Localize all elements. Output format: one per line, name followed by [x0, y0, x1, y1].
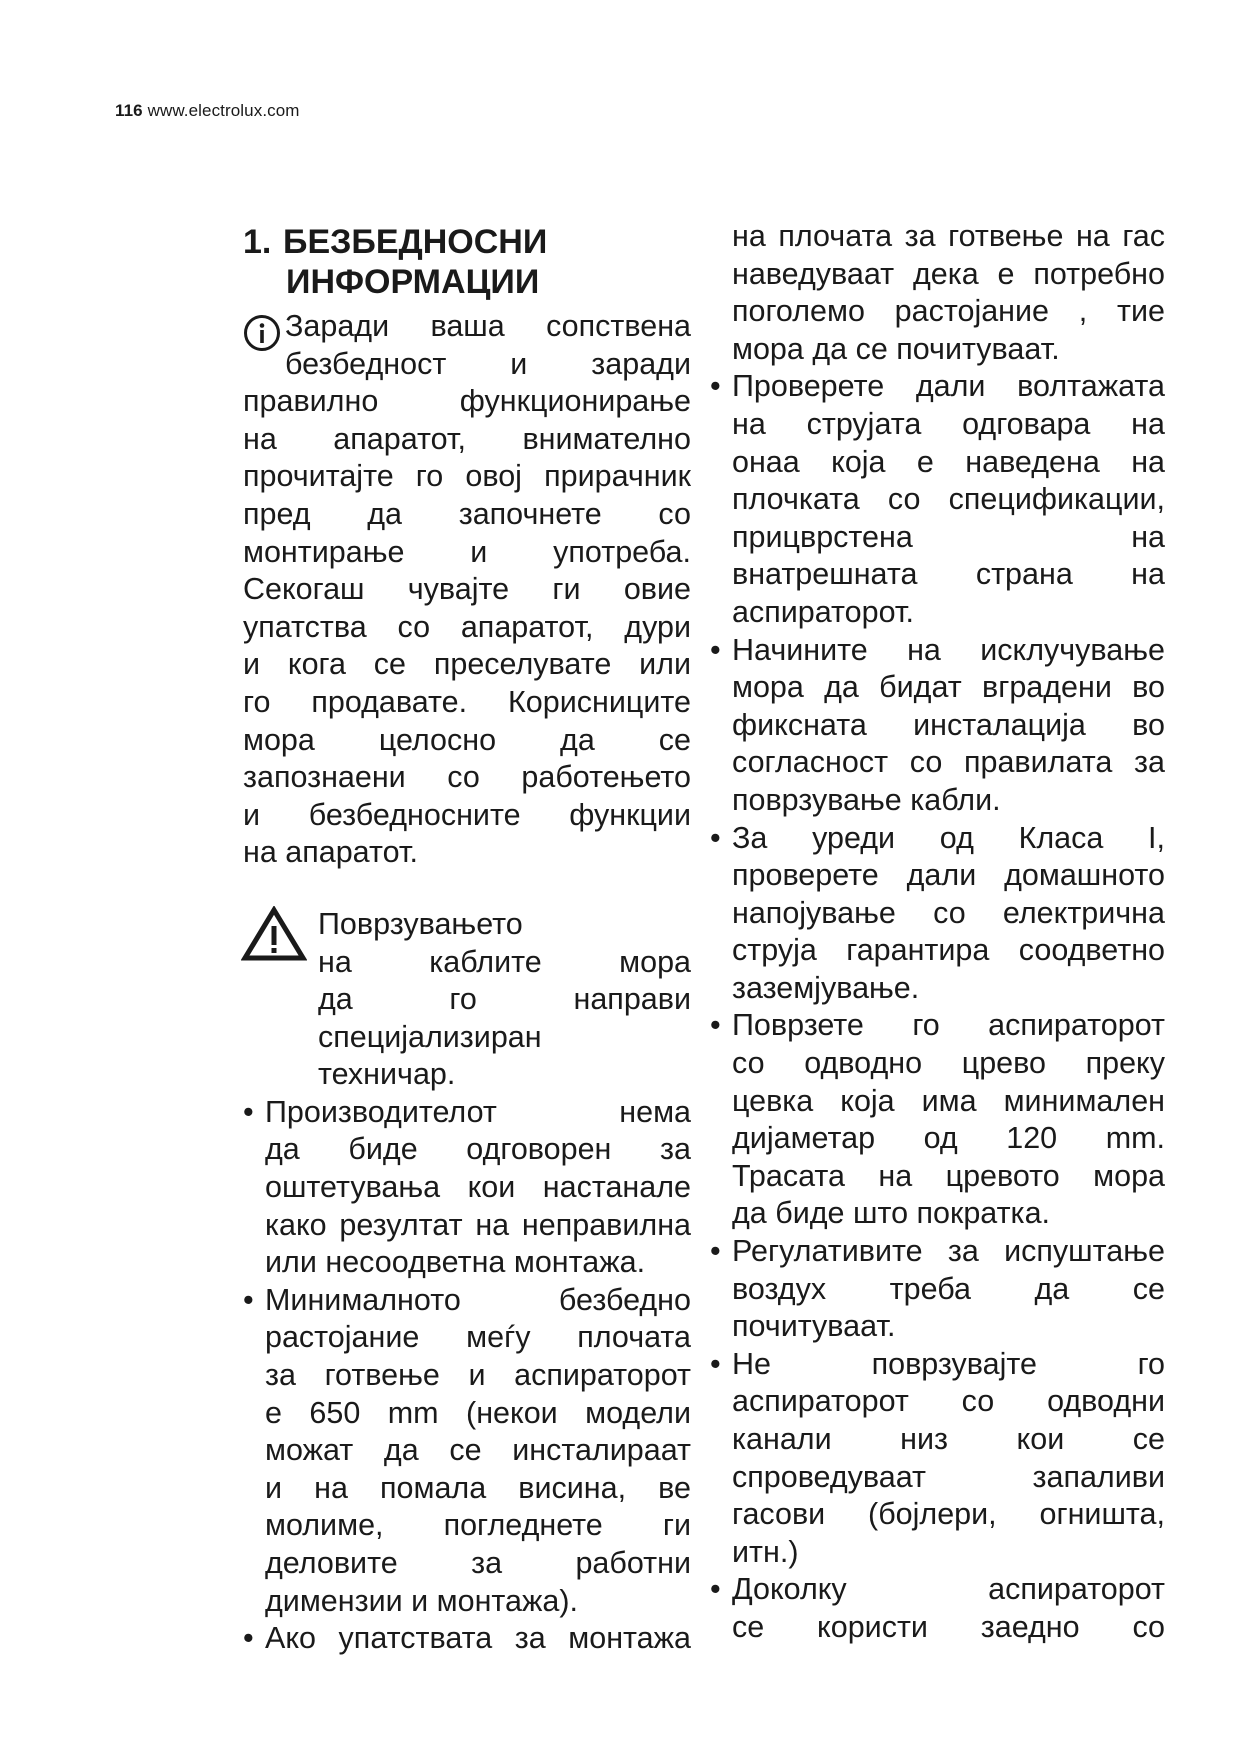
text-line: деловите за работни	[265, 1546, 691, 1580]
text-line: Регулативите за испуштање	[732, 1234, 1165, 1269]
text-line: Минималното безбедно	[265, 1282, 691, 1317]
text-line: растојание меѓу плочата	[265, 1320, 691, 1355]
text-line: на апаратот, внимателно	[243, 421, 691, 456]
text-line: гасови (бојлери, огништа,	[732, 1497, 1165, 1532]
text-line: е 650 mm (некои модели	[265, 1395, 691, 1430]
text-line: упатства со апаратот, дури	[243, 609, 691, 644]
text-line: Ако упатствата за монтажа	[265, 1621, 691, 1656]
bullet-icon: •	[243, 1621, 254, 1656]
text-line: се користи заедно со	[732, 1609, 1165, 1644]
text-line: техничар.	[318, 1057, 456, 1092]
text-line: поврзување кабли.	[732, 782, 1001, 817]
text-line: оштетувања кои настанале	[265, 1170, 691, 1205]
text-line: Секогаш чувајте ги овие	[243, 572, 691, 607]
text-line: плочката со спецификации,	[732, 482, 1165, 517]
text-line: и на помала висина, ве	[265, 1470, 691, 1505]
page-number: 116	[115, 101, 143, 120]
text-line: да биде одговорен за	[265, 1132, 691, 1167]
text-line: и безбедносните функции	[243, 797, 691, 832]
text-line: со одводно црево преку	[732, 1046, 1165, 1081]
text-line: Производителот нема	[265, 1094, 691, 1129]
text-line: димензии и монтажа).	[265, 1583, 579, 1618]
text-line: на апаратот.	[243, 835, 418, 870]
list-item	[710, 368, 1165, 631]
bullet-icon: •	[710, 1008, 721, 1043]
text-line: Проверете дали волтажата	[732, 369, 1165, 404]
bullet-icon: •	[710, 369, 721, 404]
left-bullet-list	[243, 1094, 691, 1658]
text-line: Доколку аспираторот	[732, 1572, 1165, 1607]
left-column	[243, 218, 691, 1658]
text-line: монтирање и употреба.	[243, 534, 691, 569]
website-url: www.electrolux.com	[147, 101, 300, 120]
text-line: молиме, погледнете ги	[265, 1508, 691, 1543]
section-title-line2: ИНФОРМАЦИИ	[286, 263, 540, 301]
text-line: Трасата на цревото мора	[732, 1158, 1165, 1193]
text-line: прицврстена на	[732, 519, 1165, 554]
text-line: Не поврзувајте го	[732, 1346, 1165, 1381]
text-line: безбедност и заради	[285, 346, 691, 381]
bullet-icon: •	[710, 632, 721, 667]
text-line: мора да се почитуваат.	[732, 331, 1060, 366]
text-line: прочитајте го овој прирачник	[243, 459, 691, 494]
list-item	[710, 1346, 1165, 1572]
text-line: можат да се инсталираат	[265, 1433, 691, 1468]
section-title	[243, 222, 691, 302]
text-line: и кога се преселувате или	[243, 647, 691, 682]
list-item	[243, 1620, 691, 1658]
text-line: или несоодветна монтажа.	[265, 1245, 646, 1280]
section-number: 1.	[243, 223, 272, 261]
text-line: итн.)	[732, 1534, 799, 1569]
info-circle-icon	[243, 314, 281, 352]
text-line: како резултат на неправилна	[265, 1207, 691, 1242]
list-item	[710, 1007, 1165, 1233]
list-item	[710, 1233, 1165, 1346]
right-column	[710, 218, 1165, 1647]
text-line: аспираторот.	[732, 594, 914, 629]
text-line: специјализиран	[318, 1019, 542, 1054]
text-line: проверете дали домашното	[732, 858, 1165, 893]
text-line: мора да бидат вградени во	[732, 670, 1165, 705]
text-line: поголемо растојание , тие	[732, 294, 1165, 329]
page-header	[115, 101, 300, 121]
right-bullet-list	[710, 368, 1165, 1646]
text-line: спроведуваат запаливи	[732, 1459, 1165, 1494]
bullet-icon: •	[710, 1572, 721, 1607]
text-line: канали низ кои се	[732, 1422, 1165, 1456]
text-line: За уреди од Класа I,	[732, 820, 1165, 855]
text-line: за готвење и аспираторот	[265, 1358, 691, 1393]
bullet-icon: •	[243, 1282, 254, 1317]
text-line: фиксната инсталација во	[732, 707, 1165, 742]
text-line: воздух треба да се	[732, 1271, 1165, 1306]
list-item	[710, 632, 1165, 820]
text-line: запознаени со работењето	[243, 760, 691, 795]
text-line: согласност со правилата за	[732, 745, 1165, 780]
bullet-icon: •	[243, 1094, 254, 1129]
text-line: на каблите мора	[318, 944, 691, 979]
text-line: Начините на исклучување	[732, 632, 1165, 667]
text-line: напојување со електрична	[732, 895, 1165, 930]
text-line: мора целосно да се	[243, 722, 691, 757]
continued-paragraph	[710, 218, 1165, 368]
text-line: цевка која има минимален	[732, 1083, 1165, 1118]
text-line: Заради ваша сопствена	[285, 309, 691, 343]
text-line: аспираторот со одводни	[732, 1384, 1165, 1419]
warning-triangle-icon	[241, 906, 307, 962]
warning-block	[243, 906, 691, 1094]
list-item	[710, 820, 1165, 1008]
intro-paragraph	[243, 308, 691, 872]
list-item	[710, 1571, 1165, 1646]
text-line: да биде што пократка.	[732, 1196, 1051, 1231]
text-line: онаа која е наведена на	[732, 444, 1165, 479]
text-line: да го направи	[318, 982, 691, 1017]
text-line: струја гарантира соодветно	[732, 933, 1165, 968]
text-line: на струјата одговара на	[732, 406, 1165, 441]
bullet-icon: •	[710, 1346, 721, 1381]
text-line: правилно функционирање	[243, 384, 691, 419]
text-line: наведуваат дека е потребно	[732, 256, 1165, 291]
bullet-icon: •	[710, 1234, 721, 1269]
text-line: дијаметар од 120 mm.	[732, 1121, 1165, 1156]
list-item	[243, 1094, 691, 1282]
text-line: Поврзувањето	[318, 906, 523, 941]
text-line: Поврзете го аспираторот	[732, 1008, 1165, 1043]
text-line: на плочата за готвење на гас	[732, 219, 1165, 253]
section-title-line1: БЕЗБЕДНОСНИ	[283, 223, 548, 261]
text-line: заземјување.	[732, 970, 920, 1005]
list-item	[243, 1282, 691, 1620]
text-line: внатрешната страна на	[732, 557, 1165, 592]
text-line: почитуваат.	[732, 1309, 896, 1344]
bullet-icon: •	[710, 820, 721, 855]
text-line: пред да започнете со	[243, 496, 691, 531]
text-line: го продавате. Корисниците	[243, 684, 691, 719]
